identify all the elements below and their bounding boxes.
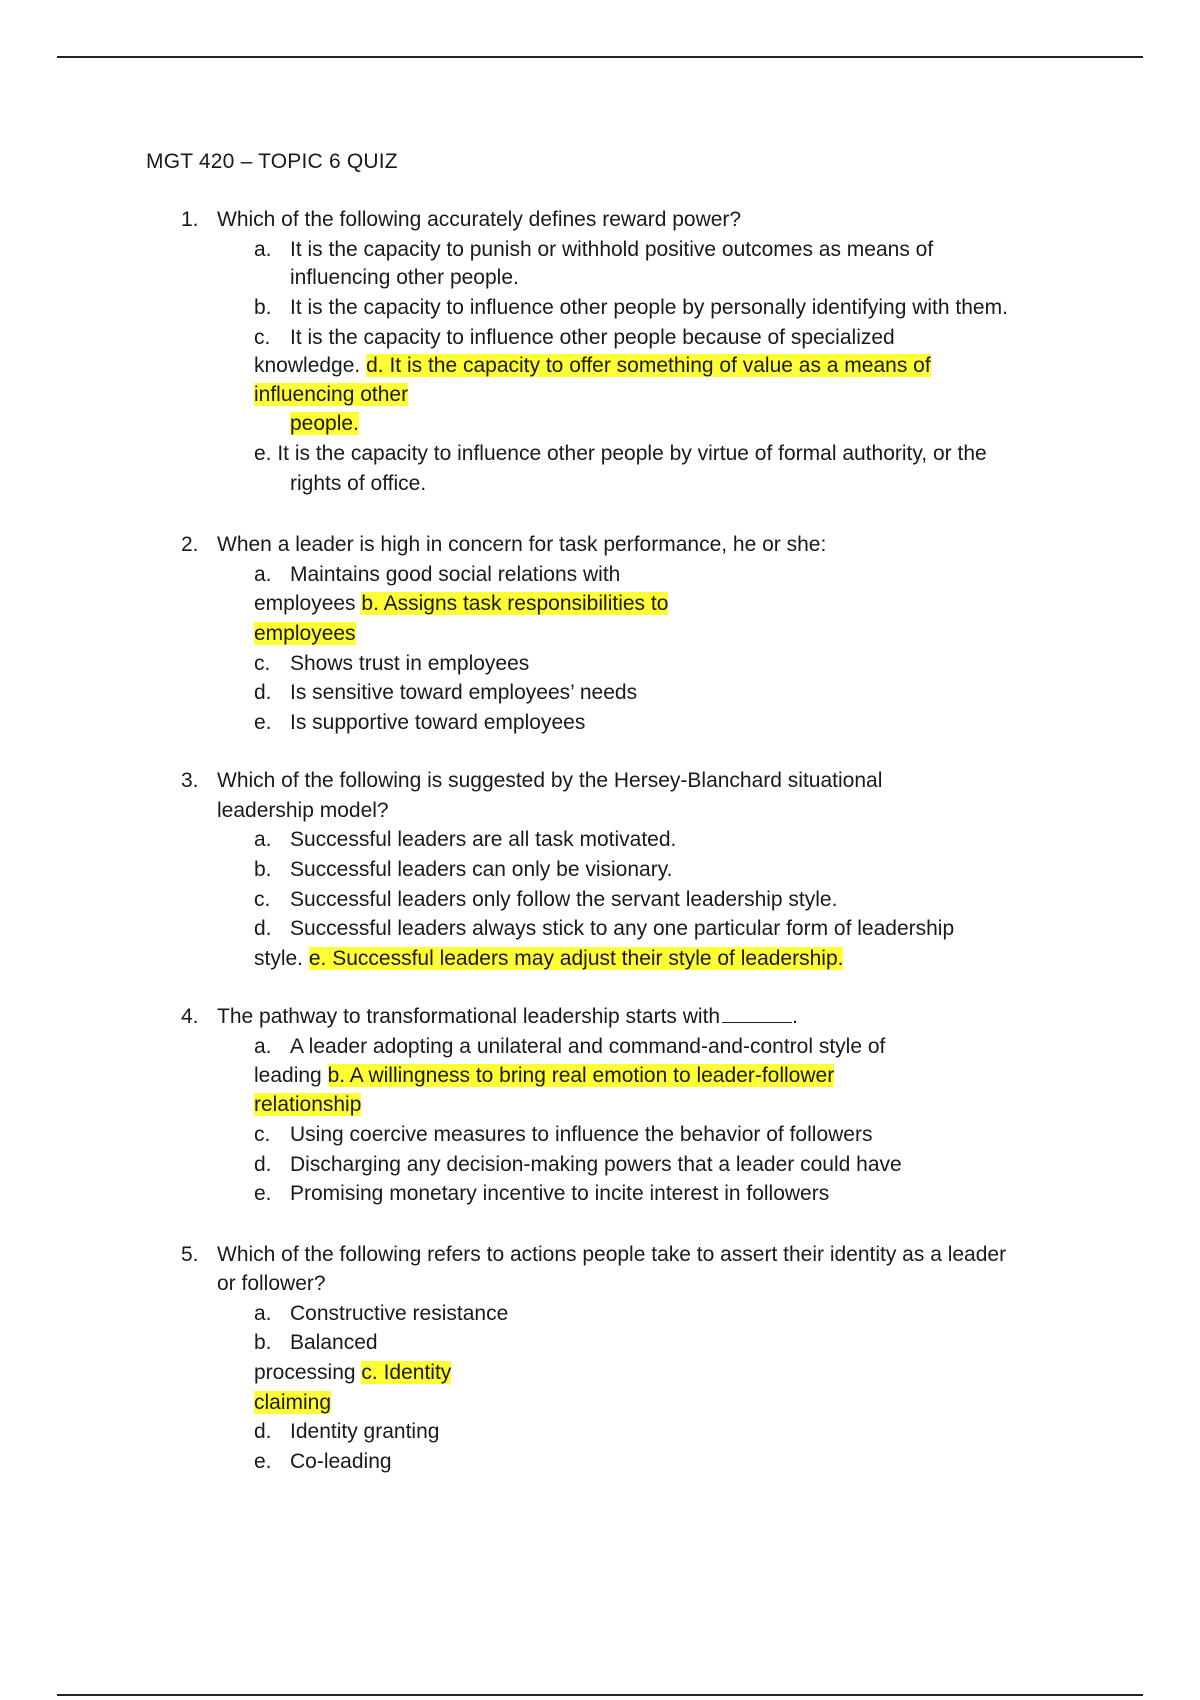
option-label: d. xyxy=(254,1153,272,1176)
option-label: a. xyxy=(254,1302,272,1325)
option-text: Successful leaders can only be visionary. xyxy=(290,858,673,881)
question-text: The pathway to transformational leadership starts with xyxy=(217,1005,721,1028)
question-number: 2. xyxy=(181,533,199,556)
top-rule xyxy=(57,56,1143,58)
question-text: leadership model? xyxy=(217,799,389,822)
option-text-line xyxy=(254,352,931,380)
option-text: It is the capacity to influence other people by personally identifying with them. xyxy=(290,296,1008,319)
option-text: Successful leaders are all task motivated. xyxy=(290,828,677,851)
option-text: rights of office. xyxy=(290,472,427,495)
question-text: Which of the following is suggested by the Hersey-Blanchard situational xyxy=(217,769,883,792)
question-number: 5. xyxy=(181,1243,199,1266)
document-title: MGT 420 – TOPIC 6 QUIZ xyxy=(146,150,398,173)
option-text-line xyxy=(254,945,843,973)
question-number: 1. xyxy=(181,208,199,231)
option-label: d. xyxy=(254,681,272,704)
question-text: Which of the following refers to actions people take to assert their identity as a leader xyxy=(217,1243,1007,1266)
option-text: Co-leading xyxy=(290,1450,392,1473)
option-label: c. xyxy=(254,326,271,349)
option-text: influencing other people. xyxy=(290,266,519,289)
option-text: Is supportive toward employees xyxy=(290,711,586,734)
option-text: It is the capacity to influence other people because of specialized xyxy=(290,326,895,349)
option-text: e. It is the capacity to influence other people by virtue of formal authority, or the xyxy=(254,442,987,465)
option-label: d. xyxy=(254,1420,272,1443)
option-text-line xyxy=(254,590,668,618)
option-text: Successful leaders always stick to any one particular form of leadership xyxy=(290,917,955,940)
correct-answer-highlight: influencing other xyxy=(254,383,409,406)
correct-answer-highlight: employees xyxy=(254,622,356,645)
option-label: a. xyxy=(254,1035,272,1058)
option-text: Successful leaders only follow the servant leadership style. xyxy=(290,888,838,911)
question-text-line xyxy=(217,1003,798,1031)
option-text: employees xyxy=(254,592,356,615)
question-text-end: . xyxy=(792,1005,798,1028)
option-text: It is the capacity to punish or withhold positive outcomes as means of xyxy=(290,238,934,261)
correct-answer-highlight: people. xyxy=(290,412,359,435)
option-text: Using coercive measures to influence the behavior of followers xyxy=(290,1123,873,1146)
option-text: Shows trust in employees xyxy=(290,652,530,675)
option-label: b. xyxy=(254,858,272,881)
option-text-line xyxy=(254,1062,834,1090)
option-label: a. xyxy=(254,828,272,851)
option-text: leading xyxy=(254,1064,322,1087)
option-label: b. xyxy=(254,1331,272,1354)
option-text: Discharging any decision-making powers that a leader could have xyxy=(290,1153,902,1176)
option-label: c. xyxy=(254,652,271,675)
option-label: e. xyxy=(254,1450,272,1473)
option-text: processing xyxy=(254,1361,356,1384)
question-text: When a leader is high in concern for task performance, he or she: xyxy=(217,533,827,556)
correct-answer-highlight: relationship xyxy=(254,1093,362,1116)
option-text: knowledge. xyxy=(254,354,361,377)
option-label: e. xyxy=(254,711,272,734)
correct-answer-highlight: b. A willingness to bring real emotion to leader-follower xyxy=(327,1064,835,1087)
bottom-rule xyxy=(57,1694,1143,1696)
correct-answer-highlight: claiming xyxy=(254,1391,332,1414)
option-label: b. xyxy=(254,296,272,319)
option-text: Constructive resistance xyxy=(290,1302,509,1325)
option-text: Is sensitive toward employees’ needs xyxy=(290,681,638,704)
correct-answer-highlight: b. Assigns task responsibilities to xyxy=(361,592,669,615)
question-text: or follower? xyxy=(217,1272,326,1295)
option-text: Maintains good social relations with xyxy=(290,563,621,586)
option-label: a. xyxy=(254,238,272,261)
question-text: Which of the following accurately defines reward power? xyxy=(217,208,742,231)
option-text-line xyxy=(254,1359,451,1387)
option-label: c. xyxy=(254,1123,271,1146)
option-label: d. xyxy=(254,917,272,940)
fill-in-blank xyxy=(722,1004,792,1023)
option-text: A leader adopting a unilateral and command-and-control style of xyxy=(290,1035,886,1058)
correct-answer-highlight: e. Successful leaders may adjust their style of leadership. xyxy=(308,947,844,970)
correct-answer-highlight: d. It is the capacity to offer something of value as a means of xyxy=(366,354,931,377)
option-label: e. xyxy=(254,1182,272,1205)
option-text: Identity granting xyxy=(290,1420,440,1443)
option-text: style. xyxy=(254,947,304,970)
option-label: c. xyxy=(254,888,271,911)
option-label: a. xyxy=(254,563,272,586)
option-text: Promising monetary incentive to incite interest in followers xyxy=(290,1182,830,1205)
question-number: 3. xyxy=(181,769,199,792)
correct-answer-highlight: c. Identity xyxy=(361,1361,452,1384)
option-text: Balanced xyxy=(290,1331,378,1354)
question-number: 4. xyxy=(181,1005,199,1028)
